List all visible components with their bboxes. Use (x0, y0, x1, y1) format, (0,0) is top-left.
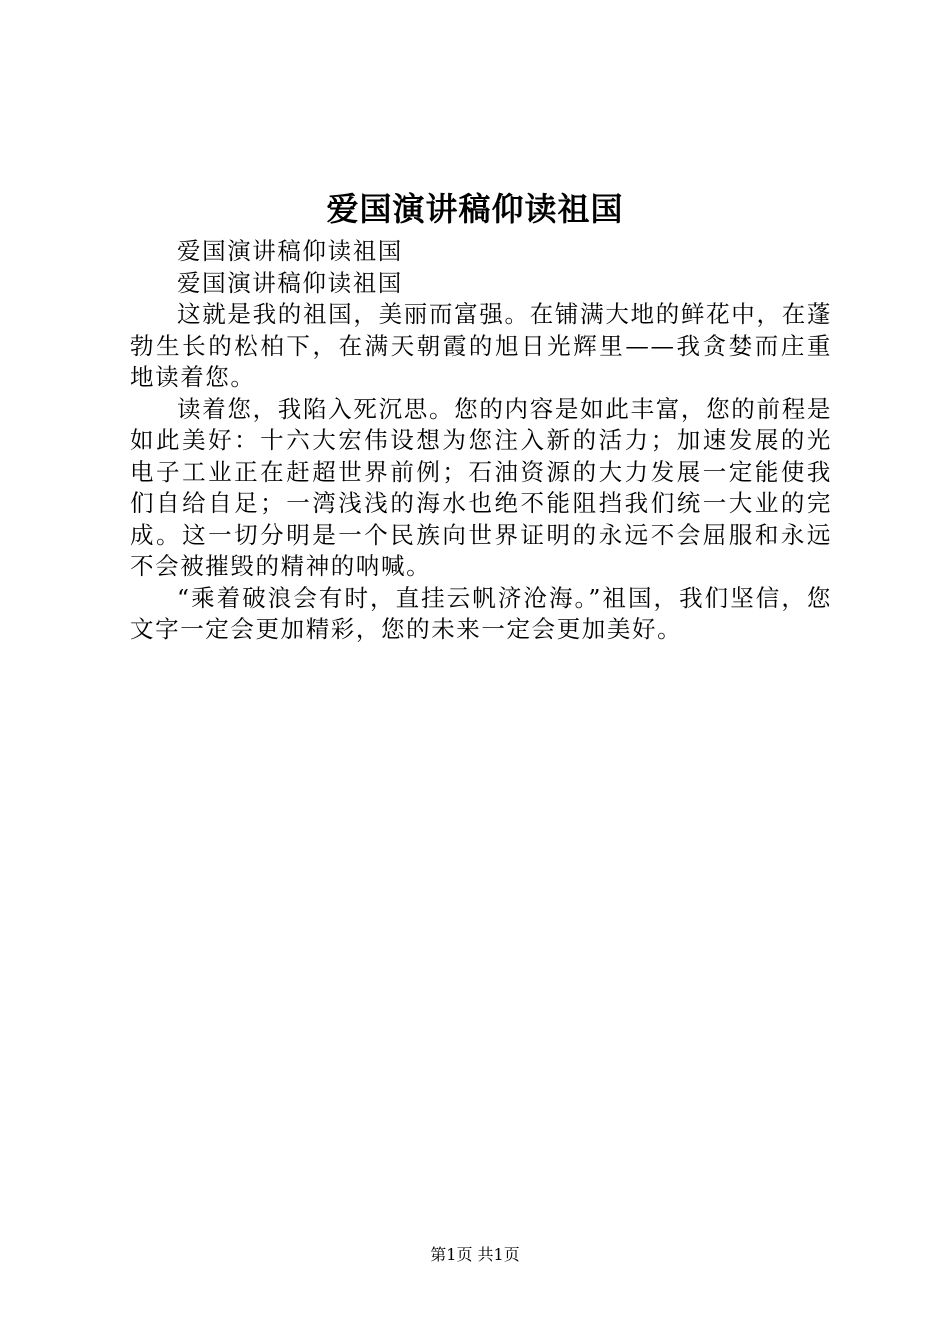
paragraph-closing: “乘着破浪会有时，直挂云帆济沧海。”祖国，我们坚信，您文字一定会更加精彩，您的未来一定会更加美好。 (130, 583, 832, 643)
paragraph-intro: 这就是我的祖国，美丽而富强。在铺满大地的鲜花中，在蓬勃生长的松柏下，在满天朝霞的旭日光辉里——我贪婪而庄重地读着您。 (130, 300, 832, 391)
paragraph-reading: 读着您，我陷入死沉思。您的内容是如此丰富，您的前程是如此美好：十六大宏伟设想为您注入新的活力；加速发展的光电子工业正在赶超世界前例；石油资源的大力发展一定能使我们自给自足；一湾浅浅的海水也绝不能阻挡我们统一大业的完成。这一切分明是一个民族向世界证明的永远不会屈服和永远不会被摧毁的精神的呐喊。 (130, 394, 832, 580)
document-title: 爱国演讲稿仰读祖国 (326, 190, 624, 228)
page-footer: 第1页 共1页 (430, 1245, 520, 1264)
paragraph-subtitle-1: 爱国演讲稿仰读祖国 (177, 237, 403, 265)
paragraph-subtitle-2: 爱国演讲稿仰读祖国 (177, 268, 403, 297)
document-body (130, 236, 832, 646)
